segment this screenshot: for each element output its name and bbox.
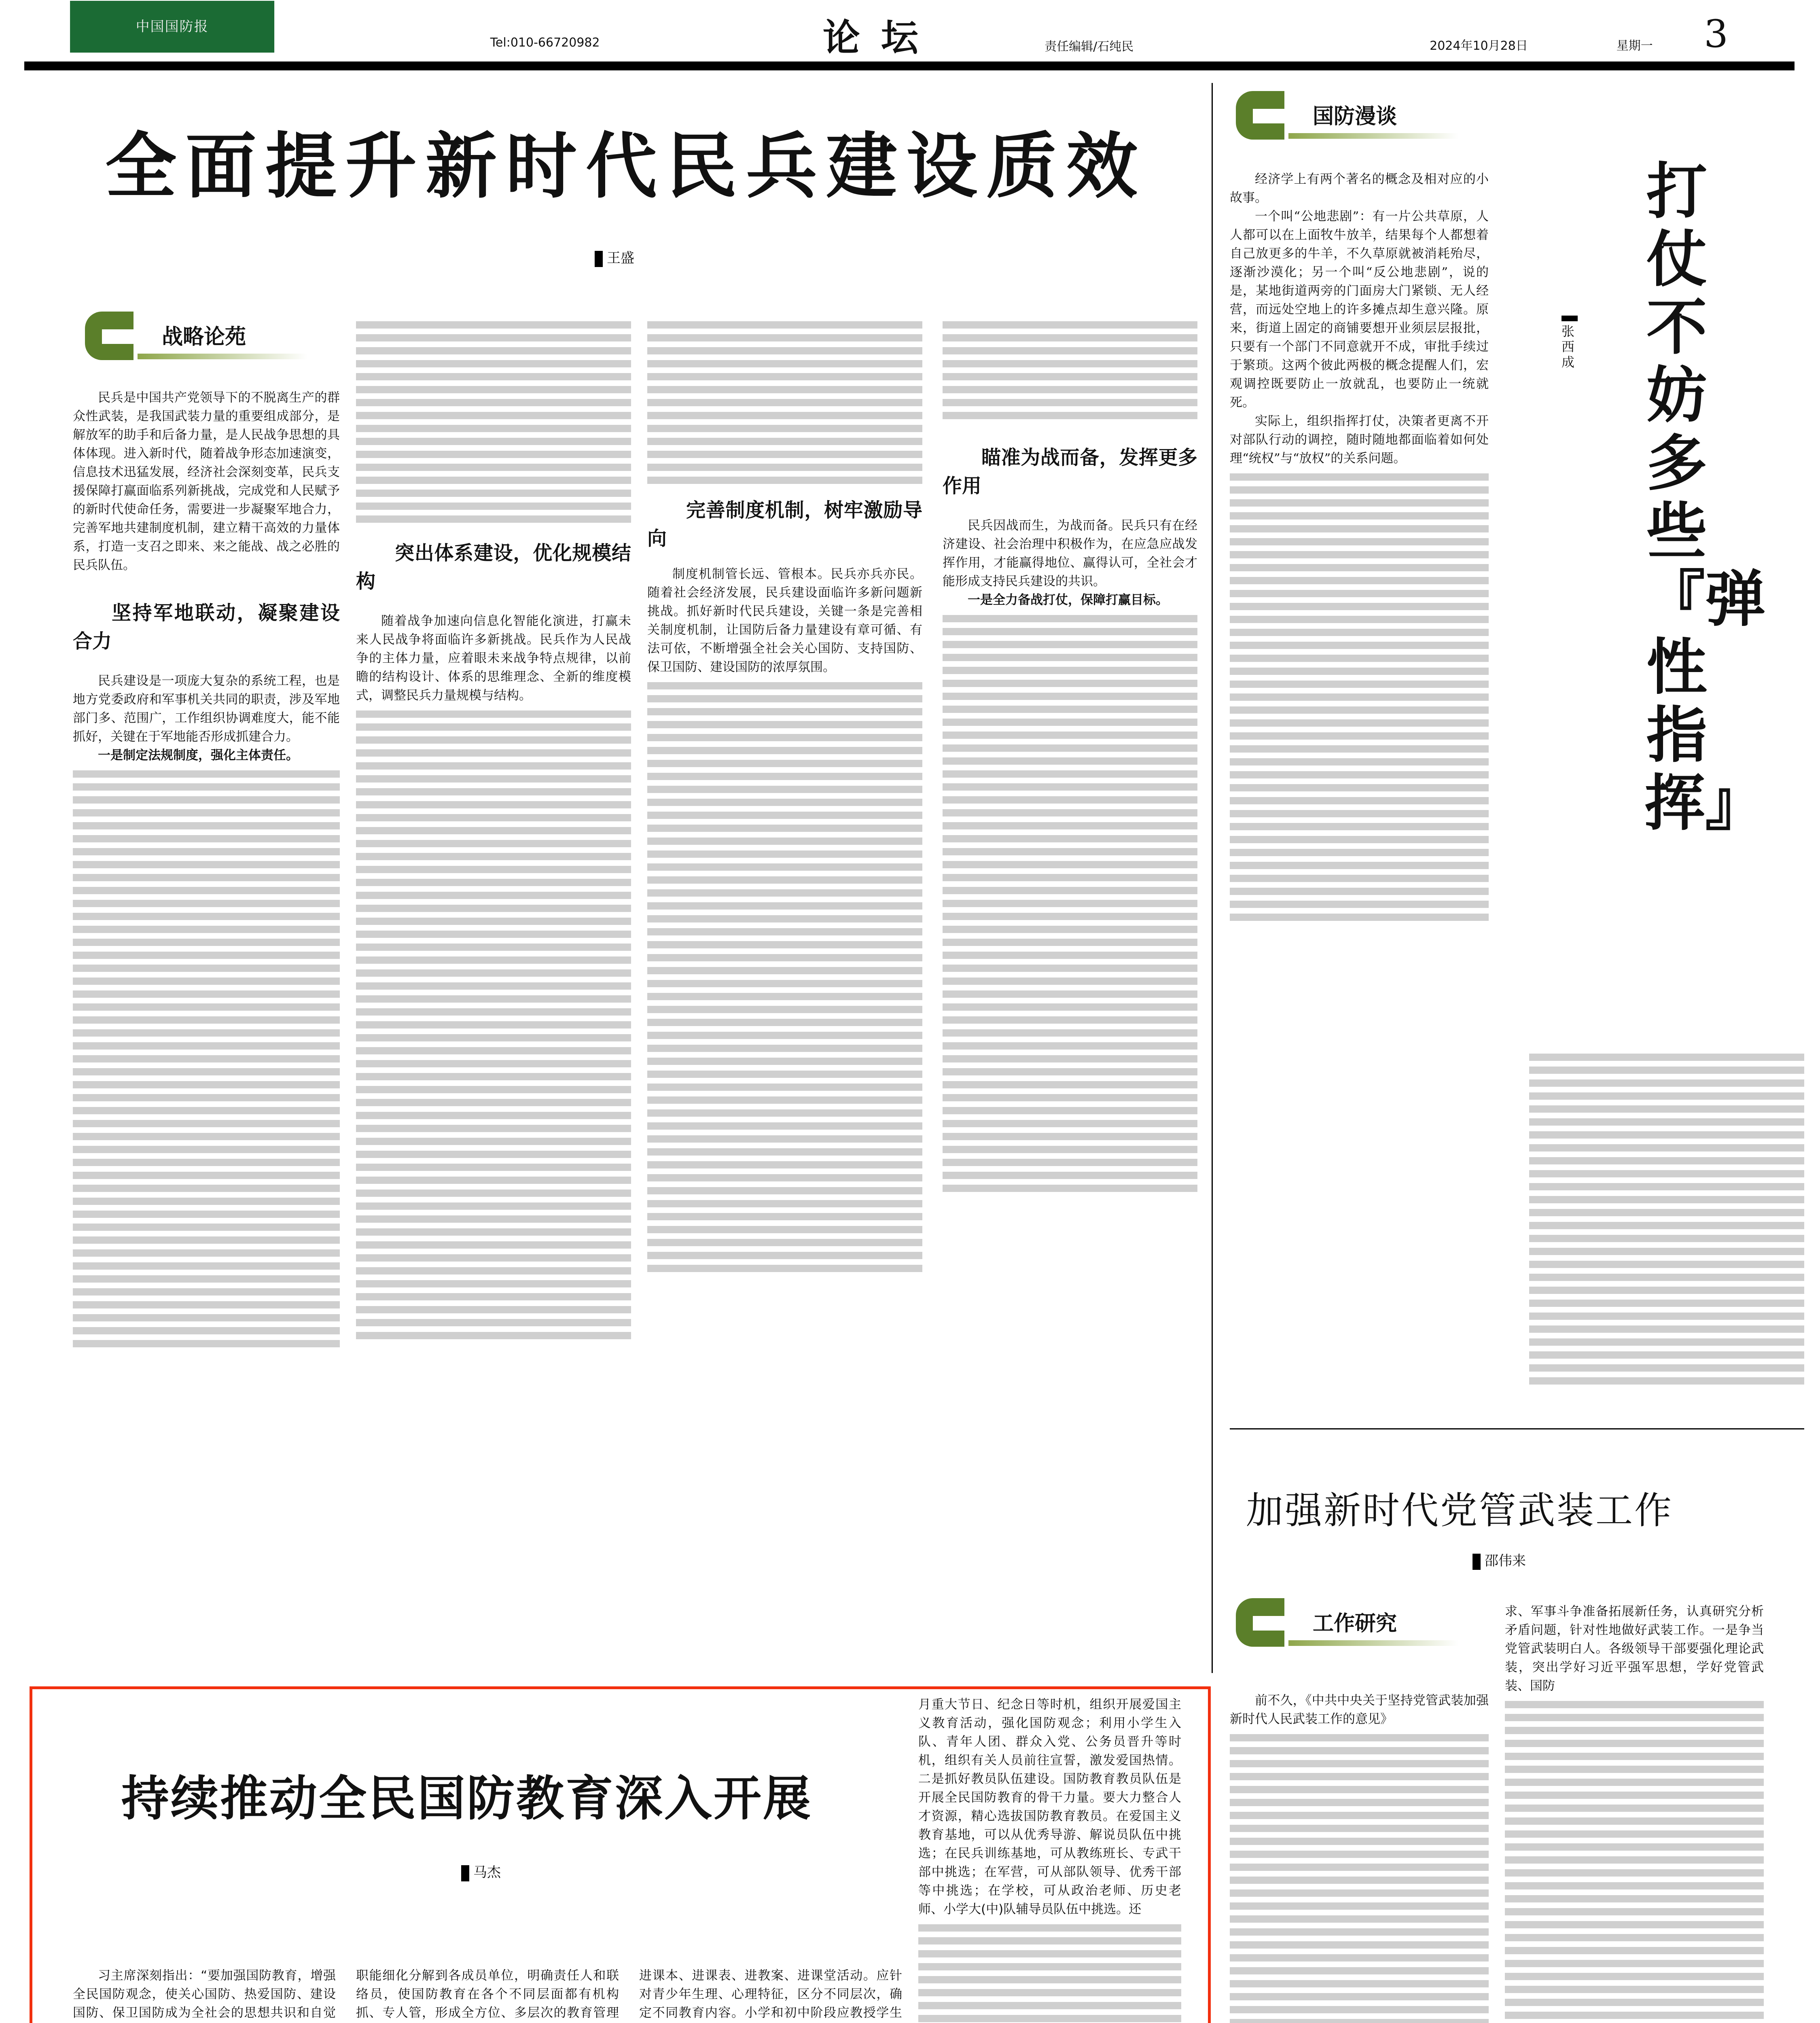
telephone: Tel:010-66720982 (490, 36, 600, 50)
body-text-lines (1505, 1701, 1764, 2023)
commentary-col-1 (1230, 170, 1489, 927)
section-divider (1230, 1428, 1804, 1429)
subheading: 坚持军地联动，凝聚建设合力 (73, 602, 340, 653)
commentary-byline: 张西成 (1562, 316, 1578, 370)
tag-underline (1288, 133, 1458, 139)
column-divider (1212, 83, 1213, 1673)
paragraph: 职能细化分解到各成员单位，明确责任人和联络员，使国防教育在各个不同层面都有机构抓、专人管，形成全方位、多层次的教育管理 (356, 1968, 619, 2020)
main-col-1 (73, 388, 340, 1353)
edu-col-4 (918, 1695, 1181, 2023)
tag-label: 国防漫谈 (1313, 104, 1397, 129)
body-text-lines (943, 615, 1197, 1192)
section-logo-icon (1236, 1598, 1284, 1647)
paragraph: 经济学上有两个著名的概念及相对应的小故事。 (1230, 172, 1489, 205)
tag-strategy (85, 312, 311, 368)
paragraph: 进课本、进课表、进教案、进课堂活动。应针对青少年生理、心理特征，区分不同层次，确定不同教育内容。小学和初中阶段应教授学生 (639, 1968, 902, 2020)
newspaper-logo: 中国国防报 (70, 1, 274, 53)
body-text-lines (918, 1924, 1181, 2023)
commentary-title: 打仗不妨多些『弹性指挥』 (1644, 157, 1766, 839)
tag-label: 战略论苑 (162, 325, 246, 349)
point: 一是全力备战打仗，保障打赢目标。 (968, 593, 1168, 607)
main-col-2 (356, 316, 631, 1345)
party-article-title: 加强新时代党管武装工作 (1246, 1489, 1674, 1532)
paragraph: 民兵建设是一项庞大复杂的系统工程，也是地方党委政府和军事机关共同的职责，涉及军地部门多、范围广，工作组织协调难度大，能不能抓好，关键在于军地能否形成抓建合力。 (73, 674, 340, 744)
tag-label: 工作研究 (1313, 1612, 1397, 1636)
body-text-lines (356, 710, 631, 1339)
main-lead: 民兵是中国共产党领导下的不脱离生产的群众性武装，是我国武装力量的重要组成部分，是解放军的助手和后备力量，是人民战争思想的具体体现。进入新时代，随着战争形态加速演变，信息技术迅猛发展，经济社会深刻变革，民兵支援保障打赢面临系列新挑战，完成党和人民赋予的新时代使命任务，需要进一步凝聚军地合力，完善军地共建制度机制，建立精干高效的力量体系，打造一支召之即来、来之能战、战之必胜的民兵队伍。 (73, 390, 340, 573)
editor-credit: 责任编辑/石纯民 (1045, 40, 1134, 54)
edu-col-2 (356, 1966, 619, 2023)
body-text-lines (647, 682, 922, 1272)
issue-date: 2024年10月28日 (1430, 39, 1528, 53)
tag-underline (138, 354, 307, 359)
body-text-lines (73, 770, 340, 1347)
party-col-2 (1505, 1602, 1764, 2023)
main-col-4 (943, 316, 1197, 1198)
body-text-lines (356, 321, 631, 523)
section-logo-icon (1236, 91, 1284, 140)
paragraph: 随着战争加速向信息化智能化演进，打赢未来人民战争将面临许多新挑战。民兵作为人民战争的主体力量，应着眼未来战争特点规律，以前瞻的结构设计、体系的思维理念、全新的维度模式，调整民兵力量规模与结构。 (356, 614, 631, 703)
body-text-lines (1230, 473, 1489, 921)
main-col-3 (647, 316, 922, 1278)
subheading: 突出体系建设，优化规模结构 (356, 542, 631, 593)
paragraph: 制度机制管长远、管根本。民兵亦兵亦民。随着社会经济发展，民兵建设面临许多新问题新挑战。抓好新时代民兵建设，关键一条是完善相关制度机制，让国防后备力量建设有章可循、有法可依，不断增强全社会关心国防、支持国防、保卫国防、建设国防的浓厚氛围。 (647, 567, 922, 674)
paragraph: 习主席深刻指出：“要加强国防教育，增强全民国防观念，使关心国防、热爱国防、建设国防、保卫国防成为全社会的思想共识和自觉 (73, 1968, 336, 2020)
paragraph: 求、军事斗争准备拓展新任务，认真研究分析矛盾问题，针对性地做好武装工作。一是争当党管武装明白人。各级领导干部要强化理论武装，突出学好习近平强军思想，学好党管武装、国防 (1505, 1604, 1764, 1693)
main-headline: 全面提升新时代民兵建设质效 (105, 125, 1147, 208)
tag-commentary (1236, 91, 1462, 148)
paragraph: 民兵因战而生，为战而备。民兵只有在经济建设、社会治理中积极作为，在应急应战发挥作用，才能赢得地位、赢得认可，全社会才能形成支持民兵建设的共识。 (943, 518, 1197, 589)
commentary-col-2 (1529, 1048, 1804, 1390)
paragraph: 月重大节日、纪念日等时机，组织开展爱国主义教育活动，强化国防观念；利用小学生入队、青年人团、群众入党、公务员晋升等时机，组织有关人员前往宣誓，激发爱国热情。二是抓好教员队伍建设。国防教育教员队伍是开展全民国防教育的骨干力量。要大力整合人才资源，精心选拔国防教育教员。在爱国主义教育基地，可以从优秀导游、解说员队伍中挑选；在民兵训练基地，可从教练班长、专武干部中挑选；在军营，可从部队领导、优秀干部等中挑选；在学校，可从政治老师、历史老师、小学大(中)队辅导员队伍中挑选。还 (918, 1697, 1181, 1917)
edu-col-1 (73, 1966, 336, 2023)
main-byline: 王盛 (595, 247, 634, 267)
point: 一是制定法规制度，强化主体责任。 (98, 748, 299, 763)
paragraph: 前不久，《中共中央关于坚持党管武装加强新时代人民武装工作的意见》 (1230, 1693, 1489, 1726)
section-name: 论坛 (822, 16, 939, 59)
section-logo-icon (85, 312, 133, 360)
body-text-lines (1529, 1054, 1804, 1385)
edu-col-3 (639, 1966, 902, 2023)
paragraph: 一个叫“公地悲剧”：有一片公共草原，人人都可以在上面牧牛放羊，结果每个人都想着自己放更多的牛羊，不久草原就被消耗殆尽，逐渐沙漠化；另一个叫“反公地悲剧”，说的是，某地街道两旁的门面房大门紧锁、无人经营，而远处空地上的许多摊点却生意兴隆。原来，街道上固定的商铺要想开业须层层报批，只要有一个部门不同意就开不成，审批手续过于繁琐。这两个彼此两极的概念提醒人们，宏观调控既要防止一放就乱，也要防止一统就死。 (1230, 209, 1489, 410)
party-col-1 (1230, 1691, 1489, 2023)
paragraph: 实际上，组织指挥打仗，决策者更离不开对部队行动的调控，随时随地都面临着如何处理“统权”与“放权”的关系问题。 (1230, 414, 1489, 466)
education-title: 持续推动全民国防教育深入开展 (121, 1771, 813, 1826)
subheading: 瞄准为战而备，发挥更多作用 (943, 446, 1197, 497)
page-number: 3 (1704, 12, 1728, 56)
tag-underline (1288, 1640, 1458, 1646)
body-text-lines (647, 321, 922, 484)
issue-weekday: 星期一 (1616, 39, 1653, 53)
masthead-rule (24, 61, 1795, 70)
tag-work-research (1236, 1598, 1462, 1655)
body-text-lines (943, 321, 1197, 419)
body-text-lines (1230, 1734, 1489, 2023)
education-byline: 马杰 (461, 1861, 501, 1881)
party-byline: 邵伟来 (1473, 1550, 1526, 1570)
subheading: 完善制度机制，树牢激励导向 (647, 499, 922, 550)
